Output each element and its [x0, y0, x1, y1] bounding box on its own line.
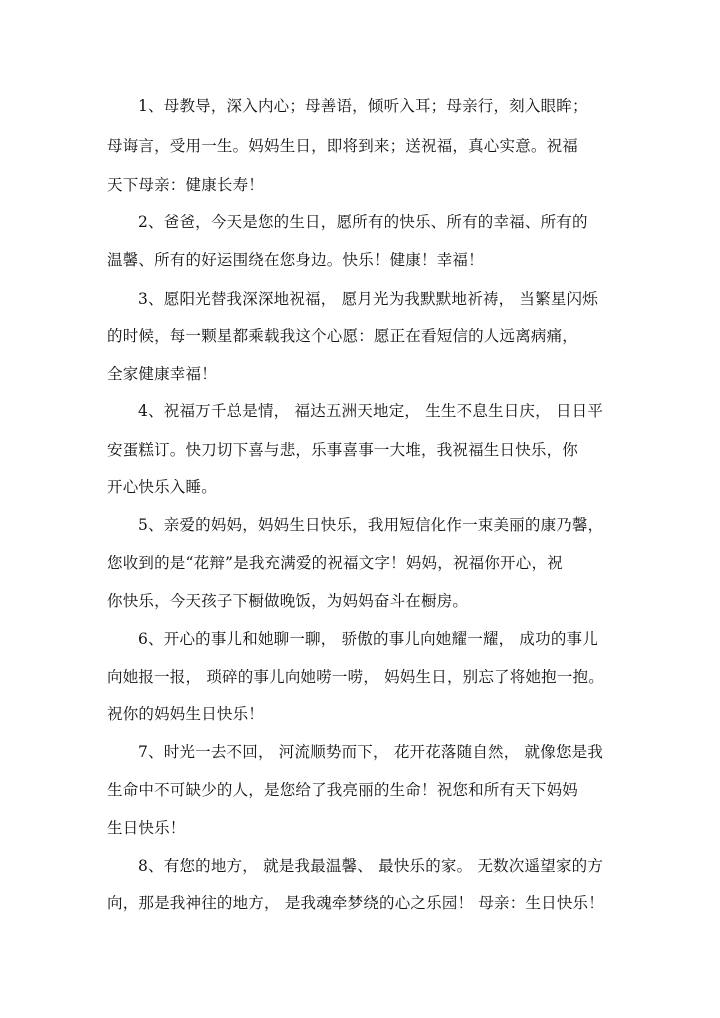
- paragraph-8-line-1: 8、有您的地方， 就是我最温馨、 最快乐的家。 无数次遥望家的方: [138, 857, 604, 875]
- paragraph-4-line-1: 4、祝福万千总是情， 福达五洲天地定， 生生不息生日庆， 日日平: [138, 402, 604, 420]
- paragraph-6-line-3: 祝你的妈妈生日快乐！: [107, 705, 265, 723]
- paragraph-5-line-1: 5、亲爱的妈妈，妈妈生日快乐，我用短信化作一束美丽的康乃馨，: [138, 516, 604, 534]
- paragraph-7-line-1: 7、时光一去不回， 河流顺势而下， 花开花落随自然， 就像您是我: [138, 743, 604, 761]
- paragraph-1-line-3: 天下母亲：健康长寿！: [107, 176, 265, 194]
- paragraph-4-line-3: 开心快乐入睡。: [107, 478, 217, 496]
- paragraph-6-line-1: 6、开心的事儿和她聊一聊， 骄傲的事儿向她耀一耀， 成功的事儿: [138, 630, 598, 648]
- paragraph-3-line-2: 的时候，每一颗星都乘载我这个心愿：愿正在看短信的人远离病痛，: [107, 327, 579, 345]
- paragraph-2-line-2: 温馨、所有的好运围绕在您身边。快乐！健康！幸福！: [107, 251, 484, 269]
- paragraph-1-line-2: 母诲言，受用一生。妈妈生日，即将到来；送祝福，真心实意。祝福: [107, 137, 579, 155]
- paragraph-2-line-1: 2、爸爸，今天是您的生日，愿所有的快乐、所有的幸福、所有的: [138, 213, 588, 231]
- paragraph-8-line-2: 向，那是我神往的地方， 是我魂牵梦绕的心之乐园！ 母亲：生日快乐！: [107, 894, 604, 912]
- paragraph-5-line-2: 您收到的是“花辩”是我充满爱的祝福文字！妈妈，祝福你开心，祝: [107, 554, 563, 572]
- paragraph-7-line-2: 生命中不可缺少的人，是您给了我亮丽的生命！祝您和所有天下妈妈: [107, 781, 579, 799]
- paragraph-4-line-2: 安蛋糕订。快刀切下喜与悲，乐事喜事一大堆，我祝福生日快乐，你: [107, 441, 579, 459]
- paragraph-6-line-2: 向她报一报， 琐碎的事儿向她唠一唠， 妈妈生日，别忘了将她抱一抱。: [107, 668, 604, 686]
- paragraph-3-line-1: 3、愿阳光替我深深地祝福， 愿月光为我默默地祈祷， 当繁星闪烁: [138, 290, 598, 308]
- paragraph-5-line-3: 你快乐，今天孩子下橱做晚饭，为妈妈奋斗在橱房。: [107, 592, 469, 610]
- paragraph-3-line-3: 全家健康幸福！: [107, 365, 217, 383]
- paragraph-1-line-1: 1、母教导，深入内心；母善语，倾听入耳；母亲行，刻入眼眸；: [138, 97, 588, 115]
- paragraph-7-line-3: 生日快乐！: [107, 819, 186, 837]
